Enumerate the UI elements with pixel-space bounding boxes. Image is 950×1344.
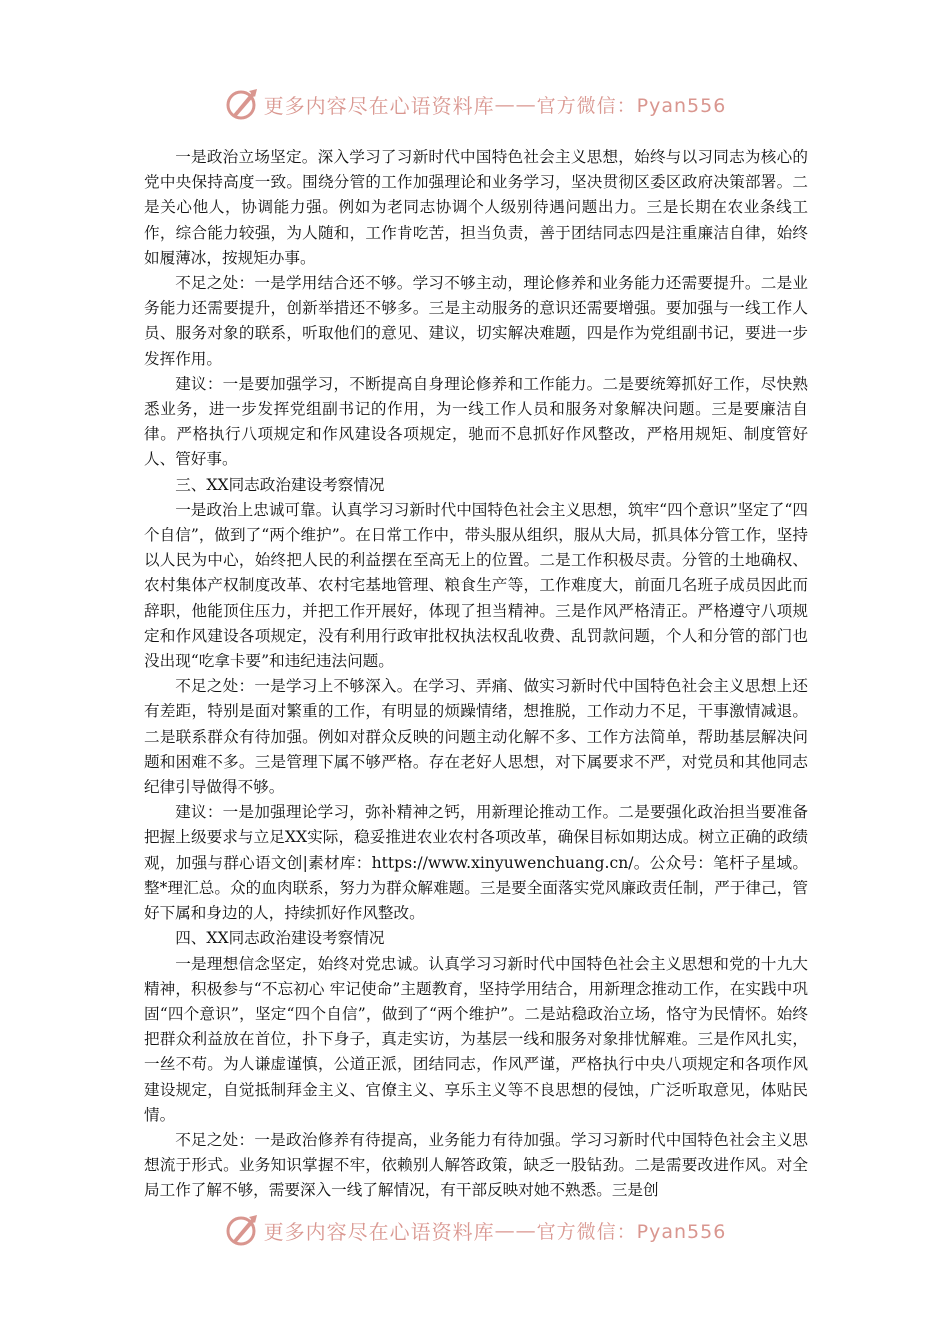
watermark-dash: —— (494, 92, 537, 116)
quill-pen-seal-icon (224, 1212, 260, 1248)
watermark-wechat: 官方微信：Pyan556 (536, 94, 727, 117)
watermark-brand: 更多内容尽在心语资料库 (263, 93, 495, 118)
paragraph-1: 一是政治立场坚定。深入学习了习新时代中国特色社会主义思想，始终与以习同志为核心的党中央保持高度一致。围绕分管的工作加强理论和业务学习，坚决贯彻区委区政府决策部署。二是关心他人，协调能力强。例如为老同志协调个人级别待遇问题出力。三是长期在农业条线工作，综合能力较强，为人随和，工作肯吃苦，担当负责，善于团结同志四是注重廉洁自律，始终如履薄冰，按规矩办事。 (144, 148, 808, 267)
paragraph-6: 不足之处：一是学习上不够深入。在学习、弄痛、做实习新时代中国特色社会主义思想上还有差距，特别是面对繁重的工作，有明显的烦躁情绪，想推脱，工作动力不足，干事激情减退。二是联系群众有待加强。例如对群众反映的问题主动化解不多、工作方法简单，帮助基层解决问题和困难不多。三是管理下属不够严格。存在老好人思想，对下属要求不严，对党员和其他同志纪律引导做得不够。 (144, 677, 808, 797)
watermark-banner-bottom (0, 1210, 950, 1250)
paragraph-3: 建议：一是要加强学习，不断提高自身理论修养和工作能力。二是要统筹抓好工作，尽快熟悉业务，进一步发挥党组副书记的作用，为一线工作人员和服务对象解决问题。三是要廉洁自律。严格执行八项规定和作风建设各项规定，驰而不息抓好作风整改，严格用规矩、制度管好人、管好事。 (144, 374, 808, 469)
watermark-wechat: 官方微信：Pyan556 (536, 1220, 727, 1243)
paragraph-5: 一是政治上忠诚可靠。认真学习习新时代中国特色社会主义思想，筑牢“四个意识”坚定了“四个自信”，做到了“两个维护”。在日常工作中，带头服从组织，服从大局，抓具体分管工作，坚持以人民为中心，始终把人民的利益摆在至高无上的位置。二是工作积极尽责。分管的土地确权、农村集体产权制度改革、农村宅基地管理、粮食生产等，工作难度大，前面几名班子成员因此而辞职，他能顶住压力，并把工作开展好，体现了担当精神。三是作风严格清正。严格遵守八项规定和作风建设各项规定，没有利用行政审批权执法权乱收费、乱罚款问题，个人和分管的部门也没出现“吃拿卡要”和违纪违法问题。 (144, 500, 808, 671)
quill-pen-seal-icon (224, 86, 260, 122)
document-body (144, 145, 808, 1204)
watermark-dash: —— (494, 1218, 537, 1242)
paragraph-2: 不足之处：一是学用结合还不够。学习不够主动，理论修养和业务能力还需要提升。二是业务能力还需要提升，创新举措还不够多。三是主动服务的意识还需要增强。要加强与一线工作人员、服务对象的联系，听取他们的意见、建议，切实解决难题，四是作为党组副书记，要进一步发挥作用。 (144, 274, 808, 368)
section-heading-4: 四、XX同志政治建设考察情况 (175, 929, 385, 948)
paragraph-10: 不足之处：一是政治修养有待提高，业务能力有待加强。学习习新时代中国特色社会主义思想流于形式。业务知识掌握不牢，依赖别人解答政策，缺乏一股钻劲。二是需要改进作风。对全局工作了解不够，需要深入一线了解情况，有干部反映对她不熟悉。三是创 (144, 1130, 808, 1200)
watermark-banner-top (0, 84, 950, 124)
paragraph-7: 建议：一是加强理论学习，弥补精神之钙，用新理论推动工作。二是要强化政治担当要准备把握上级要求与立足XX实际，稳妥推进农业农村各项改革，确保目标如期达成。树立正确的政绩观，加强与群心语文创|素材库：https://www.xinyuwenchuang.cn/。公众号：笔杆子星域。整*理汇总。众的血肉联系，努力为群众解难题。三是要全面落实党风廉政责任制，严于律己，管好下属和身边的人，持续抓好作风整改。 (144, 803, 808, 923)
paragraph-9: 一是理想信念坚定，始终对党忠诚。认真学习习新时代中国特色社会主义思想和党的十九大精神，积极参与“不忘初心 牢记使命”主题教育，坚持学用结合，用新理念推动工作，在实践中巩固“四个意识”，坚定“四个自信”，做到了“两个维护”。二是站稳政治立场，恪守为民情怀。始终把群众利益放在首位，扑下身子，真走实访，为基层一线和服务对象排忧解难。三是作风扎实，一丝不苟。为人谦虚谨慎，公道正派，团结同志，作风严谨，严格执行中央八项规定和各项作风建设规定，自觉抵制拜金主义、官僚主义、享乐主义等不良思想的侵蚀，广泛听取意见，体贴民情。 (144, 954, 808, 1124)
watermark-brand: 更多内容尽在心语资料库 (263, 1219, 495, 1244)
section-heading-3: 三、XX同志政治建设考察情况 (175, 475, 385, 494)
